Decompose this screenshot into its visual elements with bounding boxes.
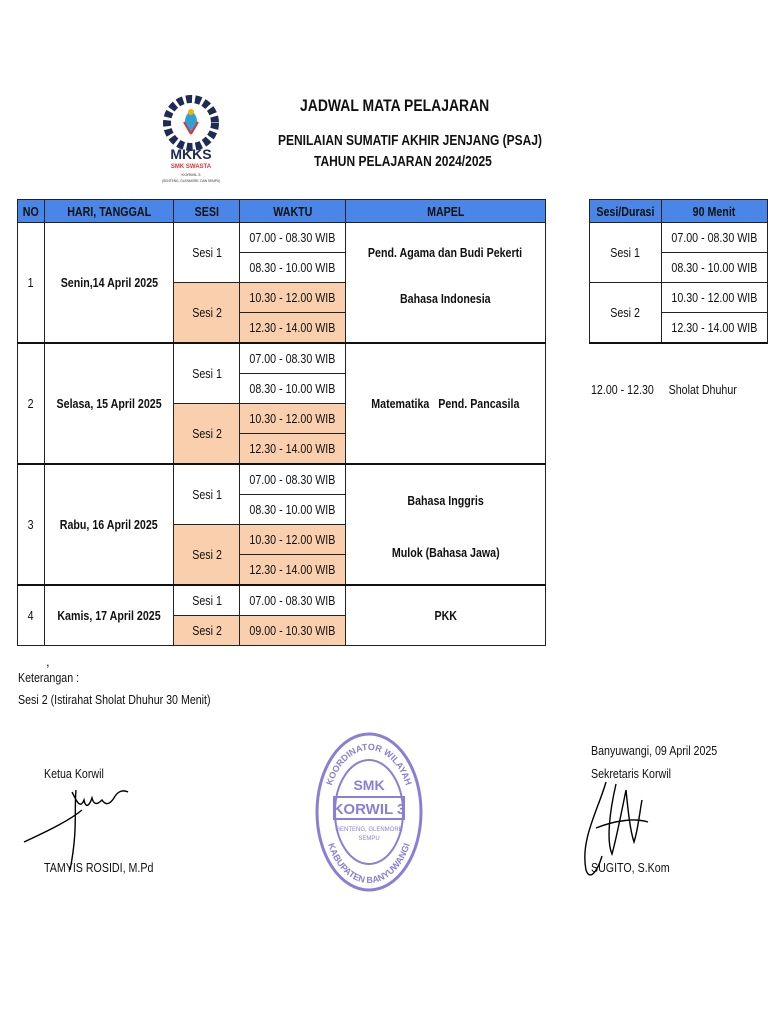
stamp-bottom-text: KABUPATEN BANYUWANGI [326, 841, 412, 886]
time-slot: 10.30 - 12.00 WIB [240, 525, 346, 555]
time-slot: 08.30 - 10.00 WIB [661, 253, 767, 283]
left-signer-name: TAMYIS ROSIDI, M.Pd [44, 860, 154, 875]
table-row [18, 343, 546, 374]
logo-sub2: KORWIL 3 [181, 172, 201, 177]
subject-cell: Bahasa Indonesia [345, 283, 545, 344]
stamp-center1: SMK [353, 777, 385, 793]
time-slot: 10.30 - 12.00 WIB [661, 283, 767, 313]
right-signer-name: SUGITO, S.Kom [591, 860, 670, 875]
signing-place-date: Banyuwangi, 09 April 2025 [591, 743, 718, 758]
time-slot: 08.30 - 10.00 WIB [240, 495, 346, 525]
time-slot: 08.30 - 10.00 WIB [240, 374, 346, 404]
time-slot: 07.00 - 08.30 WIB [240, 585, 346, 616]
break-label: Sholat Dhuhur [668, 382, 737, 397]
duration-table [589, 199, 768, 344]
notes-label: Keterangan : [18, 670, 80, 685]
subject-cell: Matematika Pend. Pancasila [345, 343, 545, 464]
col-header-90-minutes: 90 Menit [661, 200, 767, 223]
break-note [591, 382, 737, 397]
left-signer-title: Ketua Korwil [44, 766, 104, 781]
academic-year: TAHUN PELAJARAN 2024/2025 [314, 153, 492, 170]
session-label: Sesi 1 [174, 223, 240, 283]
col-header-session-duration: Sesi/Durasi [590, 200, 662, 223]
session-label: Sesi 1 [174, 585, 240, 616]
time-slot: 07.00 - 08.30 WIB [240, 343, 346, 374]
session-label: Sesi 2 [174, 283, 240, 344]
session-label: Sesi 2 [174, 404, 240, 465]
day-date: Kamis, 17 April 2025 [45, 585, 174, 646]
subject-cell: Mulok (Bahasa Jawa) [345, 525, 545, 586]
day-no: 3 [18, 464, 45, 585]
day-no: 4 [18, 585, 45, 646]
table-row [18, 223, 546, 253]
day-date: Rabu, 16 April 2025 [45, 464, 174, 585]
time-slot: 07.00 - 08.30 WIB [661, 223, 767, 253]
logo-text: MKKS [170, 146, 212, 162]
time-slot: 10.30 - 12.00 WIB [240, 404, 346, 434]
page-subtitle: PENILAIAN SUMATIF AKHIR JENJANG (PSAJ) [278, 132, 543, 149]
time-slot: 07.00 - 08.30 WIB [240, 223, 346, 253]
stamp-top-text: KOORDINATOR WILAYAH [324, 741, 414, 787]
time-slot: 12.30 - 14.00 WIB [240, 313, 346, 344]
time-slot: 08.30 - 10.00 WIB [240, 253, 346, 283]
logo-sub: SMK SWASTA [170, 164, 212, 170]
time-slot: 07.00 - 08.30 WIB [240, 464, 346, 495]
day-date: Selasa, 15 April 2025 [45, 343, 174, 464]
table-row [590, 223, 768, 253]
schedule-table [17, 199, 546, 646]
right-signature-icon [576, 770, 656, 900]
col-header-subject: MAPEL [345, 200, 545, 223]
col-header-day: HARI, TANGGAL [45, 200, 174, 223]
logo-sub3: (GENTENG, GLENMORE, DAN SEMPU) [161, 179, 221, 183]
table-header-row [590, 200, 768, 223]
table-row [18, 585, 546, 616]
official-stamp-icon [314, 727, 424, 897]
stamp-center4: SEMPU [358, 836, 380, 842]
table-header-row [18, 200, 546, 223]
stamp-center3: GENTENG, GLENMORE [335, 827, 403, 833]
col-header-time: WAKTU [240, 200, 346, 223]
day-no: 1 [18, 223, 45, 344]
time-slot: 12.30 - 14.00 WIB [240, 555, 346, 586]
session-label: Sesi 2 [174, 525, 240, 586]
session-label: Sesi 2 [590, 283, 662, 344]
right-signer-title: Sekretaris Korwil [591, 766, 671, 781]
page-title: JADWAL MATA PELAJARAN [300, 96, 490, 115]
time-slot: 10.30 - 12.00 WIB [240, 283, 346, 313]
break-time: 12.00 - 12.30 [591, 382, 654, 397]
stamp-center2: KORWIL 3 [332, 801, 406, 818]
session-label: Sesi 2 [174, 616, 240, 646]
day-date: Senin,14 April 2025 [45, 223, 174, 344]
stray-comma: , [46, 654, 50, 669]
table-row [18, 464, 546, 495]
day-no: 2 [18, 343, 45, 464]
time-slot: 09.00 - 10.30 WIB [240, 616, 346, 646]
subject-cell: Bahasa Inggris [345, 464, 545, 525]
time-slot: 12.30 - 14.00 WIB [661, 313, 767, 344]
session-label: Sesi 1 [590, 223, 662, 283]
session-label: Sesi 1 [174, 343, 240, 404]
subject-cell: Pend. Agama dan Budi Pekerti [345, 223, 545, 283]
session-label: Sesi 1 [174, 464, 240, 525]
time-slot: 12.30 - 14.00 WIB [240, 434, 346, 465]
subject-cell: PKK [345, 585, 545, 646]
col-header-no: NO [18, 200, 45, 223]
gear-logo-icon [160, 92, 222, 188]
table-row [590, 283, 768, 313]
notes-text: Sesi 2 (Istirahat Sholat Dhuhur 30 Menit) [18, 692, 211, 707]
col-header-session: SESI [174, 200, 240, 223]
school-logo [160, 92, 222, 188]
